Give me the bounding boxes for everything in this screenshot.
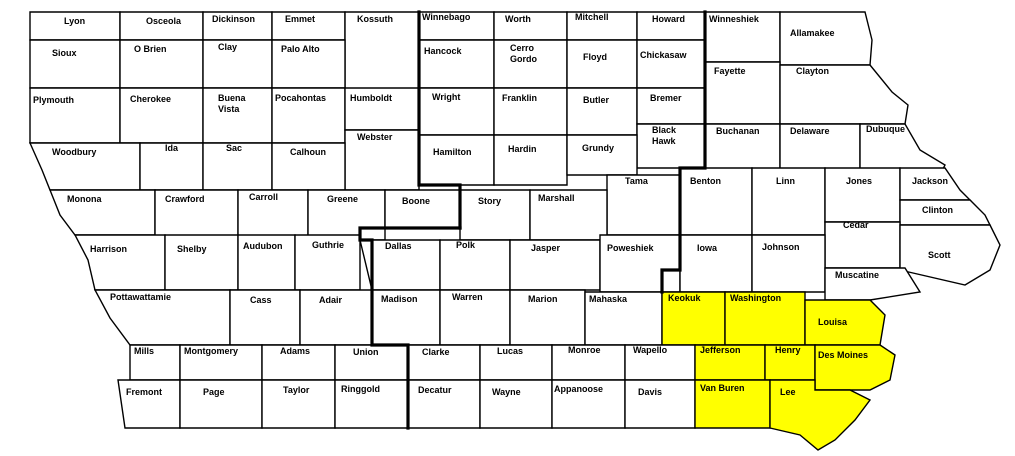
county-label-cedar: Cedar [843,220,869,230]
county-label-jefferson: Jefferson [700,345,741,355]
county-label-winnebago: Winnebago [422,12,471,22]
county-monona [50,190,155,235]
county-label-chickasaw: Chickasaw [640,50,687,60]
county-label-lucas: Lucas [497,346,524,356]
county-label-buchanan: Buchanan [716,126,760,136]
county-label-worth: Worth [505,14,531,24]
county-label-van-buren: Van Buren [700,383,745,393]
county-label-montgomery: Montgomery [184,346,238,356]
county-label-pottawattamie: Pottawattamie [110,292,172,302]
county-label-monona: Monona [67,194,102,204]
county-label-davis: Davis [638,387,663,397]
county-label-page: Page [203,387,225,397]
county-label-calhoun: Calhoun [290,147,326,157]
county-label-jackson: Jackson [912,176,949,186]
county-label-mahaska: Mahaska [589,294,628,304]
county-hamilton [419,135,494,185]
county-label-hamilton: Hamilton [433,147,472,157]
county-label-sioux: Sioux [52,48,77,58]
county-label-poweshiek: Poweshiek [607,243,654,253]
county-label-scott: Scott [928,250,951,260]
county-label-cherokee: Cherokee [130,94,172,104]
county-label-carroll: Carroll [249,192,279,202]
county-label-johnson: Johnson [762,242,800,252]
county-label-adair: Adair [319,295,343,305]
county-label-black-hawk: Black [652,125,677,135]
county-label-cass: Cass [250,295,272,305]
county-label-emmet: Emmet [285,14,316,24]
county-label-dubuque: Dubuque [866,124,905,134]
county-label-shelby: Shelby [177,244,207,254]
county-label-marion: Marion [528,294,558,304]
county-label-webster: Webster [357,132,393,142]
county-floyd [567,40,637,88]
county-label-dallas: Dallas [385,241,412,251]
county-label-greene: Greene [327,194,359,204]
county-label-iowa: Iowa [697,243,718,253]
county-label-floyd: Floyd [583,52,607,62]
county-label-wapello: Wapello [633,345,668,355]
county-label-grundy: Grundy [582,143,615,153]
county-label-palo-alto: Palo Alto [281,44,320,54]
county-label-allamakee: Allamakee [790,28,835,38]
county-chickasaw [637,40,705,88]
county-label-union: Union [353,347,379,357]
county-label-ringgold: Ringgold [341,384,380,394]
county-label-clarke: Clarke [422,347,450,357]
county-label-osceola: Osceola [146,16,182,26]
county-label-des-moines: Des Moines [818,350,869,360]
county-label-kossuth: Kossuth [357,14,393,24]
county-label-franklin: Franklin [502,93,538,103]
county-label-hancock: Hancock [424,46,462,56]
county-label-warren: Warren [452,292,483,302]
county-grundy [567,135,637,175]
county-label-linn: Linn [776,176,795,186]
county-allamakee [780,12,872,65]
county-label-muscatine: Muscatine [835,270,880,280]
county-label-crawford: Crawford [165,194,205,204]
county-hardin [494,135,567,185]
county-label-keokuk: Keokuk [668,293,701,303]
county-label-pocahontas: Pocahontas [275,93,327,103]
county-label-dickinson: Dickinson [212,14,256,24]
county-label-benton: Benton [690,176,721,186]
county-label-guthrie: Guthrie [312,240,345,250]
county-label-clinton: Clinton [922,205,953,215]
county-label-buena-vista: Vista [218,104,240,114]
county-label-fremont: Fremont [126,387,162,397]
county-label-winneshiek: Winneshiek [709,14,759,24]
county-label-wright: Wright [432,92,461,102]
county-label-sac: Sac [226,143,243,153]
county-label-cerro-gordo: Gordo [510,54,537,64]
county-label-butler: Butler [583,95,610,105]
county-label-bremer: Bremer [650,93,682,103]
county-label-woodbury: Woodbury [52,147,97,157]
county-label-polk: Polk [456,240,476,250]
county-label-appanoose: Appanoose [554,384,604,394]
counties-layer [30,12,1000,450]
county-label-washington: Washington [730,293,782,303]
county-label-fayette: Fayette [714,66,746,76]
county-label-clay: Clay [218,42,238,52]
county-label-mills: Mills [134,346,155,356]
county-label-lyon: Lyon [64,16,86,26]
county-label-monroe: Monroe [568,345,601,355]
county-label-louisa: Louisa [818,317,848,327]
county-label-cerro-gordo: Cerro [510,43,535,53]
county-label-black-hawk: Hawk [652,136,676,146]
county-label-madison: Madison [381,294,418,304]
county-label-henry: Henry [775,345,801,355]
county-label-hardin: Hardin [508,144,537,154]
county-label-lee: Lee [780,387,796,397]
county-label-boone: Boone [402,196,430,206]
county-label-jones: Jones [846,176,873,186]
county-label-humboldt: Humboldt [350,93,392,103]
county-label-decatur: Decatur [418,385,452,395]
county-label-howard: Howard [652,14,686,24]
county-label-ida: Ida [165,143,179,153]
county-label-buena-vista: Buena [218,93,246,103]
county-label-delaware: Delaware [790,126,830,136]
county-label-harrison: Harrison [90,244,128,254]
county-label-mitchell: Mitchell [575,12,609,22]
county-label-jasper: Jasper [531,243,561,253]
county-label-tama: Tama [625,176,648,186]
county-label-marshall: Marshall [538,193,575,203]
county-label-clayton: Clayton [796,66,830,76]
county-label-plymouth: Plymouth [33,95,75,105]
county-label-wayne: Wayne [492,387,521,397]
county-label-audubon: Audubon [243,241,283,251]
county-label-taylor: Taylor [283,385,310,395]
county-label-story: Story [478,196,502,206]
county-clay [203,40,272,88]
county-label-adams: Adams [280,346,311,356]
county-label-o-brien: O Brien [134,44,167,54]
